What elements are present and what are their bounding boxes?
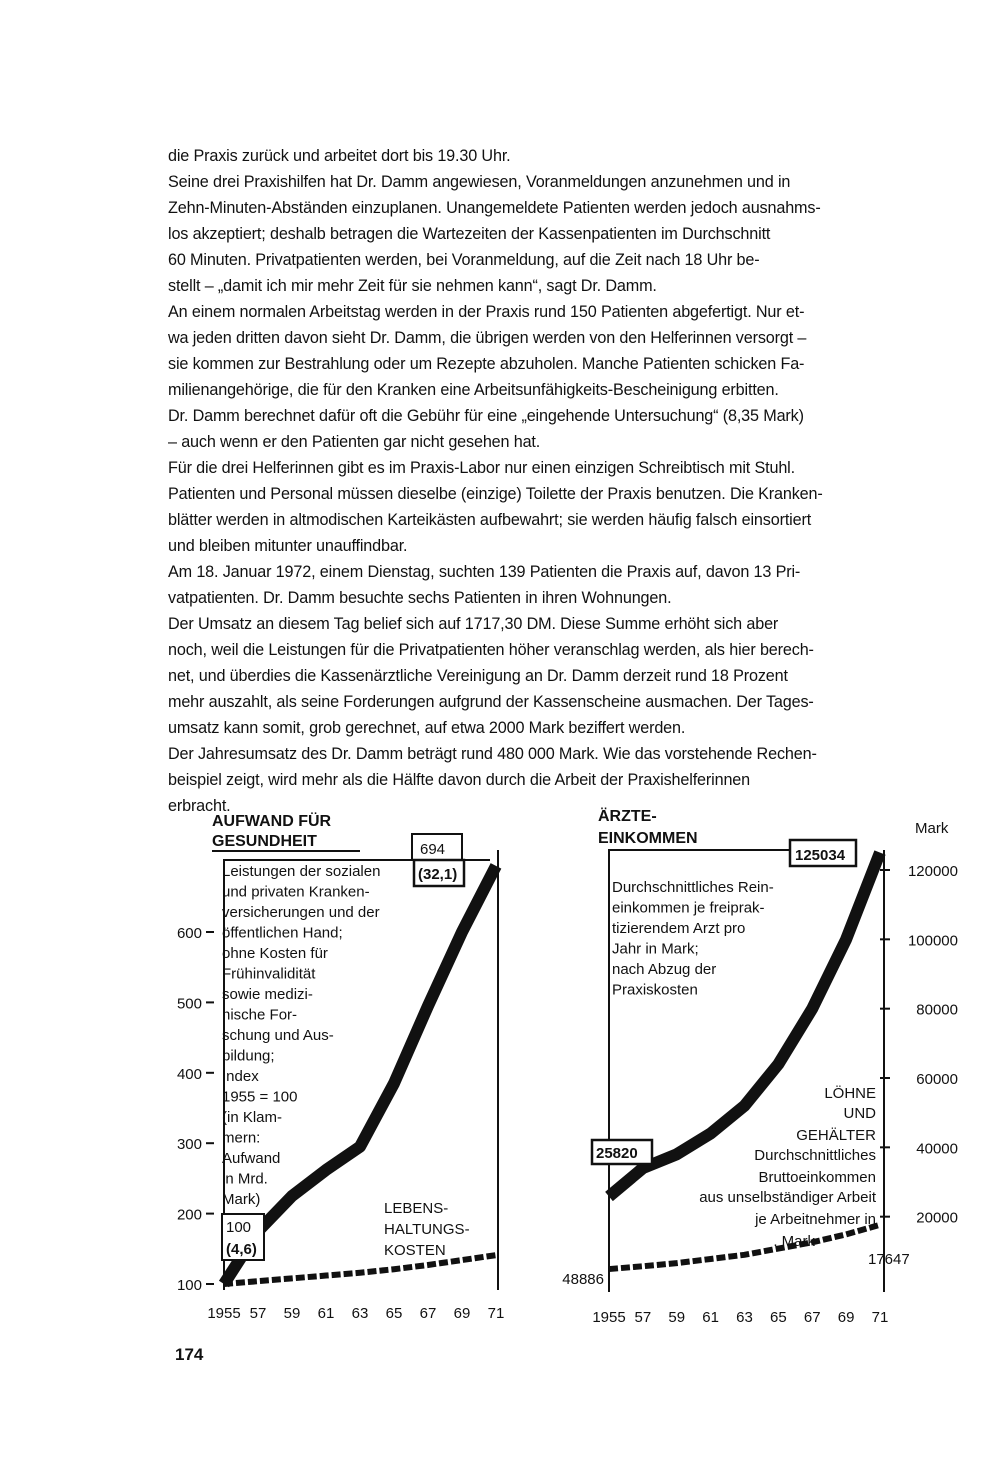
chart2-description-line: einkommen je freiprak- xyxy=(612,899,765,917)
text-line: mehr auszahlt, als seine Forderungen aufgrund der Kassenscheine ausmachen. Der Tages- xyxy=(168,693,814,711)
chart1-description-line: Leistungen der sozialen xyxy=(222,863,381,880)
chart1-description-line: Frühinvalidität xyxy=(222,965,316,983)
chart1-y-tick-label: 300 xyxy=(176,1136,202,1154)
text-line: erbracht. xyxy=(168,797,231,815)
text-line: die Praxis zurück und arbeitet dort bis 19.30 Uhr. xyxy=(168,147,511,165)
chart1-y-tick-label: 400 xyxy=(176,1065,202,1083)
chart1-description-line: in Mrd. xyxy=(222,1170,268,1188)
text-line: milienangehörige, die für den Kranken eine Arbeitsunfähigkeits-Bescheinigung erbitten. xyxy=(168,381,779,399)
chart2-wage-label: Bruttoeinkommen xyxy=(758,1169,876,1186)
text-line: Der Umsatz an diesem Tag belief sich auf 1717,30 DM. Diese Summe erhöht sich aber xyxy=(168,615,779,633)
chart1-x-tick-label: 67 xyxy=(419,1305,437,1322)
chart1-description-line: Aufwand xyxy=(222,1150,281,1167)
chart1-x-tick-label: 69 xyxy=(453,1305,471,1322)
chart1-description-line: Index xyxy=(222,1068,259,1085)
text-line: stellt – „damit ich mir mehr Zeit für sie nehmen kann“, sagt Dr. Damm. xyxy=(168,277,657,295)
chart2-unit-label: Mark xyxy=(915,820,949,837)
text-line: sie kommen zur Bestrahlung oder um Rezepte abzuholen. Manche Patienten schicken Fa- xyxy=(168,355,805,373)
text-line: los akzeptiert; deshalb betragen die Wartezeiten der Kassenpatienten im Durchschnitt xyxy=(168,225,771,243)
text-line: umsatz kann somit, grob gerechnet, auf etwa 2000 Mark beziffert werden. xyxy=(168,719,686,737)
text-line: Seine drei Praxishilfen hat Dr. Damm angewiesen, Voranmeldungen anzunehmen und in xyxy=(168,173,791,191)
text-line: An einem normalen Arbeitstag werden in der Praxis rund 150 Patienten abgefertigt. Nur et- xyxy=(168,303,805,321)
chart2-y-tick-label: 40000 xyxy=(916,1140,958,1158)
chart2-wage-label: LÖHNE xyxy=(824,1085,876,1102)
chart2-y-tick-label: 100000 xyxy=(907,932,958,950)
text-line: beispiel zeigt, wird mehr als die Hälfte davon durch die Arbeit der Praxishelferinnen xyxy=(168,771,751,789)
chart1-start-box-label: (4,6) xyxy=(226,1241,257,1258)
chart2-description-line: Durchschnittliches Rein- xyxy=(612,879,774,896)
chart2-x-tick-label: 57 xyxy=(634,1309,652,1326)
text-line: Für die drei Helferinnen gibt es im Praxis-Labor nur einen einzigen Schreibtisch mit Stuhl. xyxy=(168,459,795,477)
page-number: 174 xyxy=(175,1345,204,1364)
chart2-wage-label: aus unselbständiger Arbeit xyxy=(699,1189,876,1206)
text-line: blätter werden in altmodischen Karteikästen aufbewahrt; sie werden häufig falsch einsortiert xyxy=(168,511,812,529)
chart1-x-tick-label: 63 xyxy=(351,1305,369,1322)
chart2-y-tick-label: 20000 xyxy=(916,1209,958,1227)
chart2-wage-label: Durchschnittliches xyxy=(754,1147,876,1164)
text-line: noch, weil die Leistungen für die Privatpatienten höher veranschlag werden, als hier berech- xyxy=(168,641,814,659)
chart1-y-tick-label: 200 xyxy=(176,1206,202,1224)
chart2-x-tick-label: 63 xyxy=(736,1309,753,1326)
chart1-y-tick-label: 500 xyxy=(176,995,202,1013)
chart1-description-line: versicherungen und der xyxy=(222,904,380,921)
chart1-end-box-label: 694 xyxy=(420,841,446,858)
chart1-title-line: GESUNDHEIT xyxy=(212,833,317,850)
chart2-description-line: Jahr in Mark; xyxy=(612,940,699,958)
chart2-x-tick-label: 1955 xyxy=(592,1309,626,1326)
chart2-end-box-label: 125034 xyxy=(795,847,846,864)
chart1-y-tick-label: 100 xyxy=(176,1277,202,1294)
chart1-title-line: AUFWAND FÜR xyxy=(212,813,332,830)
chart1-cost-label: HALTUNGS- xyxy=(384,1221,470,1238)
chart1-description-line: schung und Aus- xyxy=(222,1027,334,1044)
chart1-y-tick-label: 600 xyxy=(176,925,202,942)
chart1-x-tick-label: 1955 xyxy=(207,1305,241,1322)
chart2-description-line: Praxiskosten xyxy=(612,981,698,999)
chart1-description-line: öffentlichen Hand; xyxy=(222,924,343,942)
chart2-y-tick-label: 60000 xyxy=(916,1071,958,1088)
text-line: Zehn-Minuten-Abständen einzuplanen. Unangemeldete Patienten werden jedoch ausnahms- xyxy=(168,199,821,217)
text-line: Am 18. Januar 1972, einem Dienstag, suchten 139 Patienten die Praxis auf, davon 13 Pri- xyxy=(168,563,801,581)
chart2-x-tick-label: 71 xyxy=(871,1309,889,1326)
chart2-wage-label: . Mark xyxy=(773,1233,815,1250)
chart1-description-line: sowie medizi- xyxy=(222,986,313,1003)
chart1-description-line: 1955 = 100 xyxy=(222,1088,298,1106)
chart2-description-line: nach Abzug der xyxy=(612,961,717,978)
text-line: Patienten und Personal müssen dieselbe (einzige) Toilette der Praxis benutzen. Die Kranken- xyxy=(168,485,823,503)
chart1-x-tick-label: 57 xyxy=(249,1305,267,1322)
chart2-low-end-label: 17647 xyxy=(868,1251,910,1268)
chart2-x-tick-label: 69 xyxy=(837,1309,855,1326)
chart2-x-tick-label: 61 xyxy=(702,1309,719,1326)
chart2-y-tick-label: 80000 xyxy=(916,1001,958,1019)
chart1-description-line: ohne Kosten für xyxy=(222,945,328,962)
chart2-series-line xyxy=(609,1225,880,1269)
text-line: wa jeden dritten davon sieht Dr. Damm, die übrigen werden von den Helferinnen versorgt – xyxy=(168,329,807,347)
chart1-cost-label: KOSTEN xyxy=(384,1242,446,1259)
chart1-description-line: nische For- xyxy=(222,1006,298,1024)
chart2-low-start-label: 48886 xyxy=(562,1271,604,1288)
text-line: Der Jahresumsatz des Dr. Damm beträgt rund 480 000 Mark. Wie das vorstehende Rechen- xyxy=(168,745,817,763)
chart1-start-box-label: 100 xyxy=(226,1219,252,1236)
chart2-wage-label: je Arbeitnehmer in xyxy=(755,1211,876,1228)
chart1-x-tick-label: 71 xyxy=(487,1305,505,1322)
chart2-y-tick-label: 120000 xyxy=(907,863,958,880)
chart2-x-tick-label: 65 xyxy=(770,1309,787,1326)
chart2-description-line: tizierendem Arzt pro xyxy=(612,920,746,937)
text-line: 60 Minuten. Privatpatienten werden, bei Voranmeldung, auf die Zeit nach 18 Uhr be- xyxy=(168,251,760,269)
chart1-description-line: (in Klam- xyxy=(222,1109,283,1126)
chart1-cost-label: LEBENS- xyxy=(384,1200,449,1217)
chart1-end-box-label: (32,1) xyxy=(418,866,458,883)
text-line: vatpatienten. Dr. Damm besuchte sechs Patienten in ihren Wohnungen. xyxy=(168,589,672,607)
chart1-x-tick-label: 65 xyxy=(385,1305,403,1322)
text-line: – auch wenn er den Patienten gar nicht gesehen hat. xyxy=(168,433,541,451)
chart2-start-box-label: 25820 xyxy=(596,1145,638,1162)
chart1-x-tick-label: 61 xyxy=(317,1305,335,1322)
chart2-title-line: ÄRZTE- xyxy=(598,808,657,825)
chart2-x-tick-label: 59 xyxy=(668,1309,686,1326)
chart1-description-line: und privaten Kranken- xyxy=(222,883,370,901)
chart2-wage-label: UND xyxy=(843,1105,876,1122)
text-line: net, und überdies die Kassenärztliche Vereinigung an Dr. Damm derzeit rund 18 Prozent xyxy=(168,667,788,685)
chart1-x-tick-label: 59 xyxy=(283,1305,301,1322)
chart1-description-line: mern: xyxy=(222,1129,261,1147)
chart2-wage-label: GEHÄLTER xyxy=(796,1127,876,1144)
chart1-description-line: bildung; xyxy=(222,1047,275,1065)
chart2-x-tick-label: 67 xyxy=(803,1309,821,1326)
text-line: Dr. Damm berechnet dafür oft die Gebühr für eine „eingehende Untersuchung“ (8,35 Mark) xyxy=(168,407,804,425)
text-line: und bleiben mitunter unauffindbar. xyxy=(168,537,408,555)
chart2-title-line: EINKOMMEN xyxy=(598,830,698,847)
chart1-description-line: Mark) xyxy=(222,1191,261,1208)
